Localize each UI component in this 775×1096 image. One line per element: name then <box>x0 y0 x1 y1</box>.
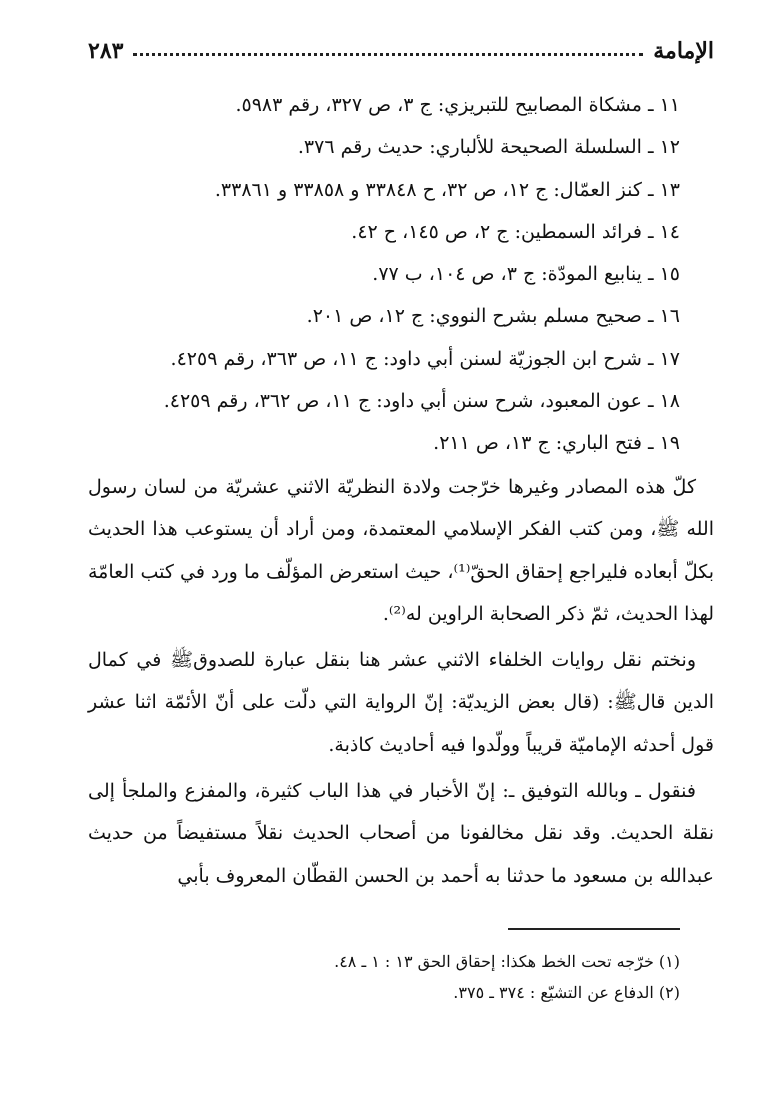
running-header <box>88 30 714 64</box>
page-number: ٢٨٣ <box>88 38 124 64</box>
footnote: (٢) الدفاع عن التشيّع : ٣٧٤ ـ ٣٧٥. <box>453 983 680 1002</box>
reference-item: ١٩ ـ فتح الباري: ج ١٣، ص ٢١١. <box>433 432 680 455</box>
footnote-separator <box>508 928 680 930</box>
reference-item: ١٤ ـ فرائد السمطين: ج ٢، ص ١٤٥، ح ٤٢. <box>351 220 680 243</box>
reference-item: ١٥ ـ ينابيع المودّة: ج ٣، ص ١٠٤، ب ٧٧. <box>372 263 680 286</box>
paragraph: كلّ هذه المصادر وغيرها خرّجت ولادة النظريّة الاثني عشريّة من لسان رسول الله ﷺ، ومن كتب الفكر الإسلامي المعتمدة، ومن أراد أن يستوعب هذا الحديث بكلّ أبعاده فليراجع إحقاق الحقّ⁽¹⁾، حيث استعرض المؤلّف ما ورد في كتب العامّة لهذا الحديث، ثمّ ذكر الصحابة الراوين له⁽²⁾. <box>88 476 714 625</box>
footnotes <box>200 946 680 1008</box>
reference-item: ١٦ ـ صحيح مسلم بشرح النووي: ج ١٢، ص ٢٠١. <box>306 305 680 328</box>
reference-item: ١٢ ـ السلسلة الصحيحة للألباري: حديث رقم ٣٧٦. <box>297 136 680 159</box>
paragraph: فنقول ـ وبالله التوفيق ـ: إنّ الأخبار في هذا الباب كثيرة، والمفزع والملجأ إلى نقلة الحديث. وقد نقل مخالفونا من أصحاب الحديث نقلاً مستفيضاً من حديث عبدالله بن مسعود ما حدثنا به أحمد بن الحسن القطّان المعروف بأبي <box>88 780 714 887</box>
paragraph: ونختم نقل روايات الخلفاء الاثني عشر هنا بنقل عبارة للصدوقﷺ في كمال الدين قالﷺ: (قال بعض الزيديّة: إنّ الرواية التي دلّت على أنّ الأئمّة اثنا عشر قول أحدثه الإماميّة قريباً وولّدوا فيه أحاديث كاذبة. <box>88 649 714 756</box>
header-dot-leader <box>133 52 643 56</box>
chapter-title: الإمامة <box>653 38 714 64</box>
reference-item: ١٧ ـ شرح ابن الجوزيّة لسنن أبي داود: ج ١١، ص ٣٦٣، رقم ٤٢٥٩. <box>170 347 680 370</box>
reference-list <box>120 84 680 465</box>
reference-item: ١٣ ـ كنز العمّال: ج ١٢، ص ٣٢، ح ٣٣٨٤٨ و ٣٣٨٥٨ و ٣٣٨٦١. <box>214 178 680 201</box>
body-text <box>88 466 714 897</box>
reference-item: ١١ ـ مشكاة المصابيح للتبريزي: ج ٣، ص ٣٢٧، رقم ٥٩٨٣. <box>235 94 680 116</box>
reference-item: ١٨ ـ عون المعبود، شرح سنن أبي داود: ج ١١، ص ٣٦٢، رقم ٤٢٥٩. <box>163 390 680 413</box>
footnote: (١) خرّجه تحت الخط هكذا: إحقاق الحق ١٣ : ١ ـ ٤٨. <box>334 952 680 971</box>
